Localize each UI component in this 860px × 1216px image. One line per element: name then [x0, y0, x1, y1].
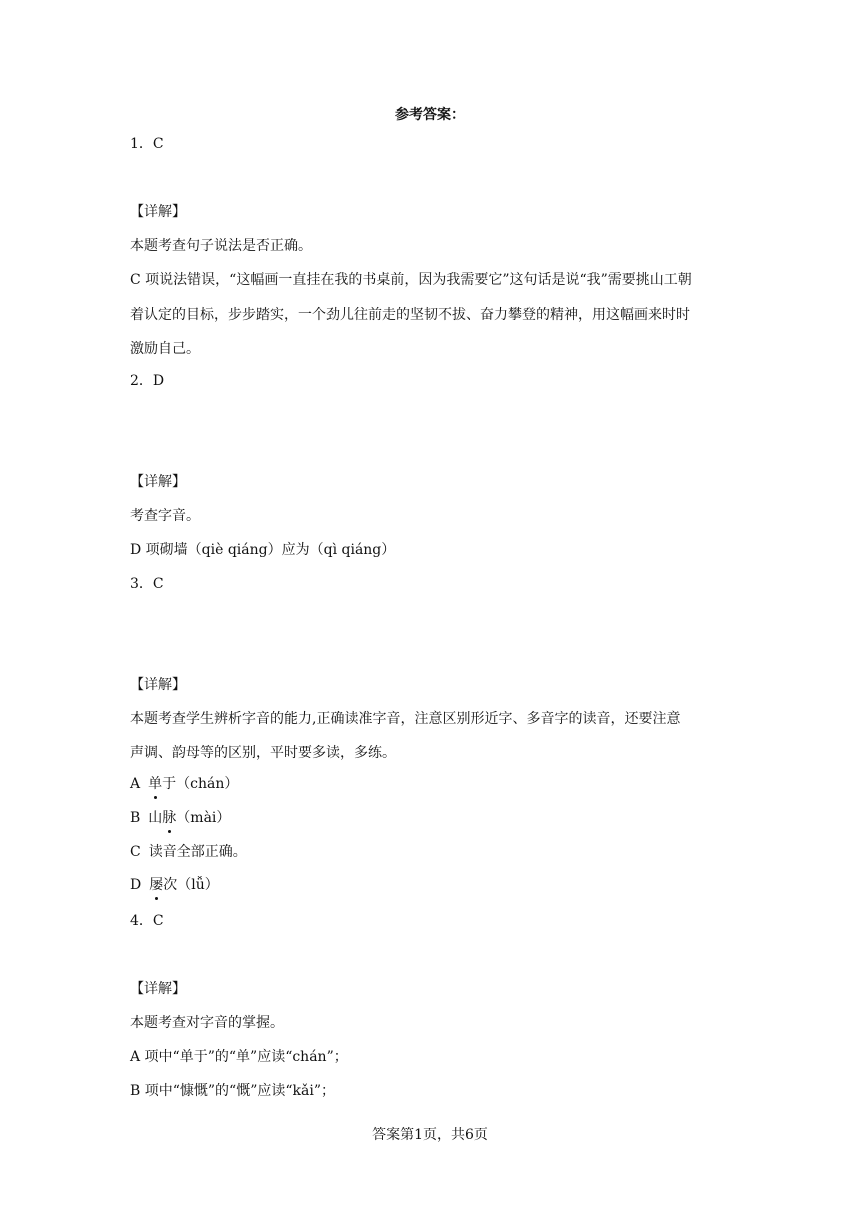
page-footer: 答案第1页，共6页	[372, 1127, 488, 1143]
q4-paragraph-2: A 项中“单于”的“单”应读“chán”；	[130, 1049, 348, 1065]
option-letter: A	[130, 776, 141, 792]
q3-option-a	[130, 775, 750, 793]
q1-paragraph-2-line-3: 激励自己。	[130, 341, 200, 357]
q1-heading: 【详解】	[130, 204, 186, 220]
q1-paragraph-1: 本题考查句子说法是否正确。	[130, 238, 312, 254]
q1-paragraph-2-line-1: C 项说法错误，“这幅画一直挂在我的书桌前，因为我需要它”这句话是说“我”需要挑山工朝	[130, 272, 692, 288]
q4-paragraph-1: 本题考查对字音的掌握。	[130, 1015, 284, 1031]
option-text: 次（lǚ）	[163, 877, 219, 893]
emphasis-char: 脉	[162, 810, 177, 826]
q4-paragraph-3: B 项中“慷慨”的“慨”应读“kǎi”；	[130, 1083, 335, 1099]
option-letter: D	[130, 877, 142, 893]
q2-answer: 2．D	[130, 373, 165, 389]
option-text: 读音全部正确。	[148, 844, 247, 860]
q3-option-c	[130, 843, 750, 861]
emphasis-char: 单	[148, 776, 163, 792]
q2-paragraph-1: 考查字音。	[130, 508, 200, 524]
option-text: 于（chán）	[162, 776, 239, 792]
q3-paragraph-1-line-1: 本题考查学生辨析字音的能力,正确读准字音，注意区别形近字、多音字的读音，还要注意	[130, 711, 681, 727]
q2-heading: 【详解】	[130, 474, 186, 490]
q1-answer: 1．C	[130, 136, 164, 152]
emphasis-char: 屡	[149, 877, 164, 893]
q2-paragraph-2: D 项砌墙（qiè qiáng）应为（qì qiáng）	[130, 542, 396, 558]
option-text-prefix: 山	[148, 810, 163, 826]
option-text: （mài）	[176, 810, 231, 826]
q4-heading: 【详解】	[130, 981, 186, 997]
q3-paragraph-1-line-2: 声调、韵母等的区别，平时要多读，多练。	[130, 745, 396, 761]
q3-answer: 3．C	[130, 576, 164, 592]
page-title: 参考答案：	[395, 107, 465, 123]
q3-heading: 【详解】	[130, 677, 186, 693]
option-letter: C	[130, 844, 141, 860]
q3-option-b	[130, 809, 750, 827]
q3-option-d	[130, 876, 750, 894]
q1-paragraph-2-line-2: 着认定的目标，步步踏实，一个劲儿往前走的坚韧不拔、奋力攀登的精神，用这幅画来时时	[130, 307, 690, 323]
option-letter: B	[130, 810, 141, 826]
q4-answer: 4．C	[130, 913, 164, 929]
